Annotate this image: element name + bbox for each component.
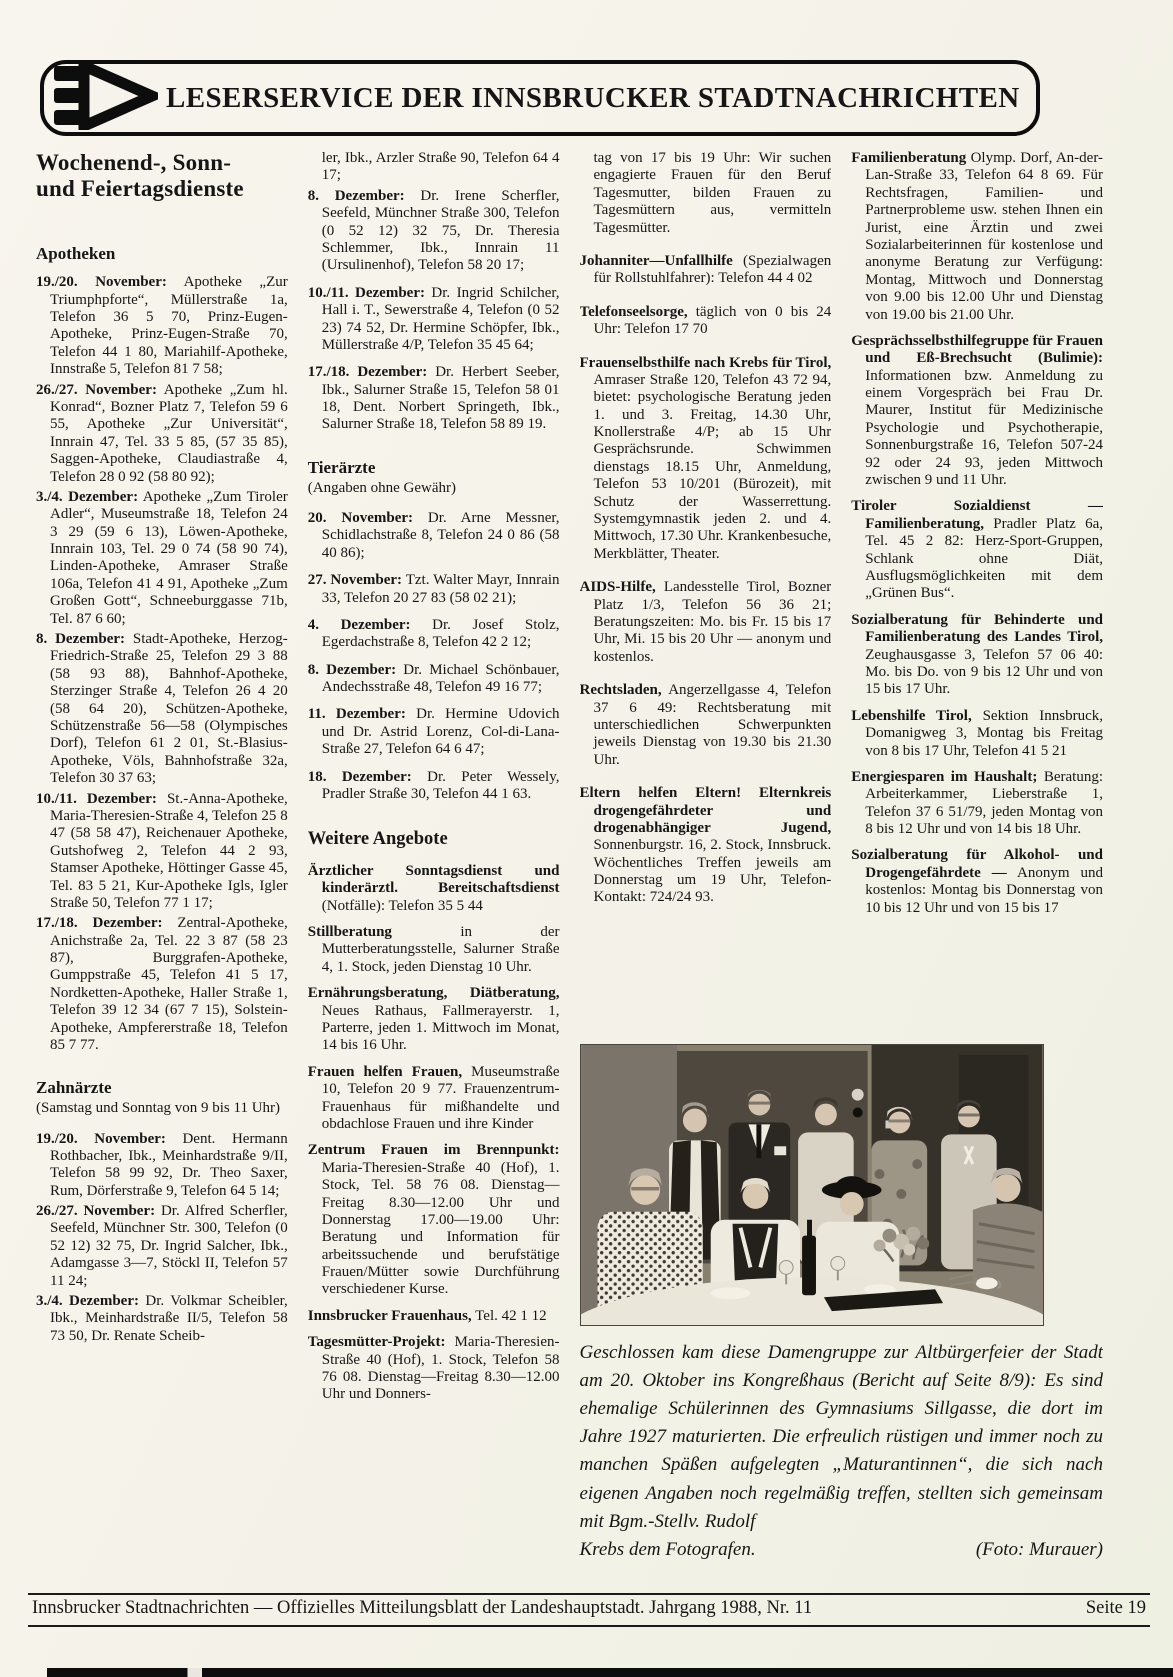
offer-lead: Rechtsladen, — [579, 682, 662, 699]
column-1 — [36, 150, 288, 1572]
entry-date: 8. Dezember: — [307, 661, 397, 678]
offer-text: Tel. 42 1 12 — [475, 1307, 547, 1324]
stadtnachrichten-logo-icon — [54, 62, 158, 135]
entry-text: Apotheke „Zur Triumphpforte“, Müllerstraße 1a, Telefon 36 5 70, Prinz-Eugen-Apotheke, Prinz-Eugen-Straße 70, Telefon 44 1 80, Mariahilf-Apotheke, Innstraße 5, Telefon 81 7 58; — [50, 274, 288, 378]
offer-text: in der Mutterberatungsstelle, Salurner Straße 4, 1. Stock, jeden Dienstag 10 Uhr. — [321, 924, 560, 975]
offer-lead: Ärztlicher Sonntagsdienst und kinderärztl. Bereitschaftsdienst — [307, 862, 560, 897]
offer-entry — [308, 863, 560, 915]
offer-lead: AIDS-Hilfe, — [579, 579, 656, 596]
offer-entry — [851, 847, 1103, 917]
entry-date: 10./11. Dezember: — [36, 790, 157, 807]
entry-text: Zentral-Apotheke, Anichstraße 2a, Tel. 22 3 87 (58 23 87), Burggrafen-Apotheke, Gumppstraße 45, Telefon 41 5 17, Nordketten-Apotheke, Haller Straße 1, Telefon 39 12 34 (67 7 15), Solstein-Apotheke, Ampfererstraße 18, Telefon 85 7 77. — [50, 915, 288, 1054]
offer-text: Neues Rathaus, Fallmerayerstr. 1, Parterre, jeden 1. Mittwoch im Monat, 14 bis 16 Uhr. — [321, 1002, 560, 1054]
entry-text: Dr. Josef Stolz, Egerdachstraße 8, Telefon 42 2 12; — [321, 616, 560, 651]
offer-lead: Frauen helfen Frauen, — [307, 1063, 463, 1080]
photo-credit: (Foto: Murauer) — [975, 1538, 1103, 1560]
entry-text: Apotheke „Zum Tiroler Adler“, Museumstraße 18, Telefon 24 3 29 (59 6 13), Löwen-Apotheke, Innrain 103, Tel. 29 0 74 (58 90 74), Linden-Apotheke, Amraser Straße 106a, Telefon 41 4 91, Apotheke „Zum Großen Gott“, Schneeburggasse 71b, Tel. 87 6 60; — [50, 488, 288, 627]
service-entry — [308, 617, 560, 652]
offer-lead: Familienberatung — [851, 150, 967, 166]
section-title — [36, 150, 288, 202]
service-entry — [36, 1203, 288, 1290]
offer-text: Museumstraße 10, Telefon 20 9 77. Frauenzentrum-Frauenhaus für mißhandelte und obdachlose Frauen und ihre Kinder — [321, 1063, 560, 1132]
service-entry — [308, 364, 560, 434]
offer-entry — [580, 682, 832, 769]
entry-text: Dr. Michael Schönbauer, Andechsstraße 48, Telefon 49 16 77; — [321, 661, 560, 696]
offer-entry — [308, 1334, 560, 1404]
photo-block — [580, 1044, 1104, 1326]
offer-entry — [580, 785, 832, 907]
service-entry — [308, 285, 560, 355]
offer-entry — [851, 333, 1103, 490]
service-entry — [308, 188, 560, 275]
scan-edge-artifact — [0, 1668, 1173, 1677]
heading-weitere-angebote: Weitere Angebote — [307, 829, 448, 850]
entry-date: 8. Dezember: — [307, 187, 405, 204]
offer-text: Landesstelle Tirol, Bozner Platz 1/3, Telefon 56 36 21; Beratungszeiten: Mo. bis Fr. 15 bis 17 Uhr, Mi. 15 bis 20 Uhr — anonym und kostenlos. — [593, 579, 832, 665]
offer-text: (Notfälle): Telefon 35 5 44 — [321, 897, 483, 914]
offer-entry — [308, 1308, 560, 1325]
entry-text: Dr. Volkmar Scheibler, Ibk., Meinhardstraße II/5, Telefon 58 73 50, Dr. Renate Scheib- — [50, 1293, 288, 1344]
service-entry — [36, 1131, 288, 1201]
entry-date: 19./20. November: — [36, 1130, 166, 1147]
offer-text: Angerzellgasse 4, Telefon 37 6 49: Rechtsberatung mit unterschiedlichen Schwerpunkten jeweils Dienstag von 19.30 bis 21.30 Uhr. — [593, 682, 832, 768]
offer-lead: Zentrum Frauen im Brennpunkt: — [307, 1142, 560, 1159]
service-entry — [308, 769, 560, 804]
entry-continuation: tag von 17 bis 19 Uhr: Wir suchen engagierte Frauen für den Beruf Tagesmutter, bilden Frauen zu Tagesmüttern aus, vermitteln Tagesmütter. — [593, 150, 832, 236]
service-entry — [308, 510, 560, 562]
offer-lead: Innsbrucker Frauenhaus, — [307, 1307, 472, 1324]
entry-date: 17./18. Dezember: — [307, 364, 428, 381]
footer-imprint: Innsbrucker Stadtnachrichten — Offizielles Mitteilungsblatt der Landeshauptstadt. Jahrgang 1988, Nr. 11 — [32, 1598, 813, 1618]
photo-caption-lastline — [580, 1536, 1104, 1564]
offer-lead: Stillberatung — [307, 924, 392, 941]
offer-text: (Spezialwagen für Rollstuhlfahrer): Telefon 44 4 02 — [593, 252, 832, 287]
offer-entry — [580, 355, 832, 564]
entry-text: Dr. Herbert Seeber, Ibk., Salurner Straße 15, Telefon 58 01 18, Dent. Norbert Springeth, Ibk., Salurner Straße 18, Telefon 58 89 19. — [321, 364, 560, 433]
offer-lead: Johanniter—Unfallhilfe — [579, 252, 733, 269]
offer-text: Informationen bzw. Anmeldung zu einem Vorgespräch bei Frau Dr. Maurer, Institut für Medizinische Psychologie und Psychotherapie, Sonnenburgstraße 16, Telefon 507-24 92 oder 24 93, jeden Mittwoch zwischen 9 und 11 Uhr. — [865, 367, 1103, 489]
heading-tieraerzte: Tierärzte — [307, 457, 376, 477]
offer-text: Zeughausgasse 3, Telefon 57 06 40: Mo. bis Do. von 9 bis 12 Uhr und von 15 bis 17 Uhr. — [865, 646, 1103, 698]
section-title-line1: Wochenend-, Sonn- — [36, 150, 232, 175]
service-entry — [308, 572, 560, 607]
heading-note: (Angaben ohne Gewähr) — [307, 479, 457, 496]
left-columns — [36, 150, 560, 1572]
service-entry — [36, 274, 288, 378]
entry-date: 26./27. November: — [36, 1203, 156, 1220]
offer-entry — [308, 1142, 560, 1299]
offer-lead: Energiesparen im Haushalt; — [851, 768, 1038, 785]
service-entry — [36, 1293, 288, 1345]
heading-note: (Samstag und Sonntag von 9 bis 11 Uhr) — [36, 1100, 281, 1117]
section-title-line2: und Feiertagsdienste — [36, 175, 244, 201]
offer-text: Pradler Platz 6a, Tel. 45 2 82: Herz-Sport-Gruppen, Schlank ohne Diät, Ausflugsmöglichkeiten mit dem „Grünen Bus“. — [865, 515, 1103, 602]
offer-text: Maria-Theresien-Straße 40 (Hof), 1. Stock, Telefon 58 76 08. Dienstag—Freitag 8.30—12.00 Uhr und Donners- — [321, 1334, 560, 1403]
offer-lead: Frauenselbsthilfe nach Krebs für Tirol, — [579, 354, 832, 371]
group-photo — [580, 1044, 1044, 1326]
offer-entry — [580, 304, 832, 339]
offer-lead: Tiroler Sozialdienst — Familienberatung, — [851, 498, 1103, 532]
entry-text: Dr. Ingrid Schilcher, Hall i. T., Sewerstraße 4, Telefon (0 52 23) 74 52, Dr. Hermine Schöpfer, Ibk., Müllerstraße 4/P, Telefon 35 45 64; — [321, 284, 560, 353]
service-entry — [36, 915, 288, 1054]
offer-text: Olymp. Dorf, An-der-Lan-Straße 33, Telefon 64 8 69. Für Rechtsfragen, Familien- und Partnerprobleme usw. stehen Ihnen ein Jurist, eine Ärztin und zwei Sozialarbeiterinnen für kostenlose und anonyme Beratung zur Verfügung: Montag, Mittwoch und Donnerstag von 9.00 bis 12.00 Uhr und Dienstag von 19.00 bis 21.00 Uhr. — [865, 150, 1103, 323]
offer-lead: Sozialberatung für Behinderte und Familienberatung des Landes Tirol, — [851, 611, 1103, 646]
offer-lead: Lebenshilfe Tirol, — [851, 707, 972, 724]
entry-date: 26./27. November: — [36, 381, 157, 398]
entry-text: Dr. Irene Scherfler, Seefeld, Münchner Straße 300, Telefon (0 52 12) 32 75, Dr. Theresia Schlemmer, Ibk., Innrain 11 (Ursulinenhof), Telefon 58 20 17; — [321, 187, 560, 274]
photo-caption: Geschlossen kam diese Damengruppe zur Altbürgerfeier der Stadt am 20. Oktober ins Kongreßhaus (Bericht auf Seite 8/9): Es sind ehemalige Schülerinnen des Gymnasiums Sillgasse, die dort im Jahre 1927 maturierten. Die erfreulich rüstigen und immer noch zu manchen Späßen aufgelegten „Maturantinnen“, die sich nach eigenen Angaben noch regelmäßig treffen, stellten sich gemeinsam mit Bgm.-Stellv. Rudolf — [579, 1342, 1103, 1532]
entry-continuation: ler, Ibk., Arzler Straße 90, Telefon 64 4 17; — [321, 150, 560, 184]
entry-date: 3./4. Dezember: — [36, 488, 139, 505]
entry-text: Tzt. Walter Mayr, Innrain 33, Telefon 20 27 83 (58 02 21); — [321, 572, 560, 606]
entry-text: Apotheke „Zum hl. Konrad“, Bozner Platz 7, Telefon 59 6 55, Apotheke „Zur Universität“, Innrain 47, Tel. 33 5 85, (57 35 85), Saggen-Apotheke, Claudiastraße 4, Telefon 28 0 92 (58 80 92); — [50, 381, 288, 485]
entry-date: 18. Dezember: — [307, 768, 412, 785]
offer-text: Anonym und kostenlos: Montag bis Donnerstag von 10 bis 12 Uhr und von 15 bis 17 — [865, 864, 1103, 916]
offer-text: Sonnenburgstr. 16, 2. Stock, Innsbruck. Wöchentliches Treffen jeweils am Donnerstag um 19 Uhr, Telefon-Kontakt: 724/24 93. — [593, 837, 832, 906]
entry-date: 27. November: — [307, 572, 403, 589]
entry-date: 10./11. Dezember: — [307, 284, 425, 301]
entry-text: St.-Anna-Apotheke, Maria-Theresien-Straße 4, Telefon 25 8 47 (58 58 47), Reichenauer Apotheke, Gutshofweg 2, Telefon 44 2 93, Stamser Apotheke, Höttinger Gasse 45, Tel. 83 5 21, Kur-Apotheke Igls, Igler Straße 50, Telefon 77 1 17; — [50, 790, 288, 911]
service-entry — [36, 631, 288, 788]
offer-text: Maria-Theresien-Straße 40 (Hof), 1. Stock, Tel. 58 76 08. Dienstag—Freitag 8.30—12.00 Uhr und Donnerstag 17.00—19.00 Uhr: Beratung und Information für arbeitssuchende und berufstätige Frauen/Mütter sowie Durchführung verschiedener Kurse. — [321, 1159, 560, 1298]
page-footer — [28, 1593, 1150, 1627]
entry-date: 11. Dezember: — [307, 706, 406, 723]
page-body — [36, 150, 1103, 1572]
right-columns — [580, 150, 1104, 1572]
entry-text: Dr. Alfred Scherfler, Seefeld, Münchner Str. 300, Telefon (0 52 12) 32 75, Dr. Ingrid Salcher, Ibk., Adamgasse 3—7, Stöckl II, Telefon 57 11 24; — [50, 1203, 288, 1289]
offer-entry — [308, 924, 560, 976]
service-entry — [36, 791, 288, 913]
entry-date: 20. November: — [307, 509, 414, 526]
entry-date: 17./18. Dezember: — [36, 915, 163, 932]
page-number: Seite 19 — [1085, 1598, 1146, 1618]
heading-zahnaerzte: Zahnärzte — [36, 1078, 112, 1098]
masthead-banner — [40, 60, 1040, 136]
offer-entry — [851, 612, 1103, 699]
service-entry — [36, 382, 288, 486]
entry-date: 19./20. November: — [36, 274, 167, 291]
offer-entry — [851, 150, 1103, 324]
service-entry — [36, 489, 288, 628]
offer-entry — [851, 769, 1103, 839]
masthead-title: LESERSERVICE DER INNSBRUCKER STADTNACHRICHTEN — [166, 81, 1020, 114]
offer-text: Beratung: Arbeiterkammer, Lieberstraße 1, Telefon 37 6 51/79, jeden Montag von 8 bis 12 Uhr und von 14 bis 18 Uhr. — [865, 768, 1103, 838]
offer-entry — [308, 985, 560, 1055]
column-2 — [308, 150, 560, 1572]
entry-text: Dent. Hermann Rothbacher, Ibk., Meinhardstraße 9/II, Telefon 58 99 92, Dr. Theo Saxer, Rum, Dörferstraße 9, Telefon 64 5 14; — [50, 1130, 288, 1199]
offer-lead: Gesprächsselbsthilfegruppe für Frauen und Eß-Brechsucht (Bulimie): — [851, 332, 1103, 367]
entry-date: 3./4. Dezember: — [36, 1293, 139, 1310]
entry-text: Dr. Arne Messner, Schidlachstraße 8, Telefon 24 0 86 (58 40 86); — [321, 509, 560, 561]
offer-entry — [851, 498, 1103, 602]
offer-lead: Eltern helfen Eltern! Elternkreis drogengefährdeter und drogenabhängiger Jugend, — [579, 785, 832, 836]
entry-date: 8. Dezember: — [36, 631, 126, 648]
column-3 — [580, 150, 832, 1038]
heading-apotheken: Apotheken — [36, 243, 116, 263]
entry-text: Dr. Hermine Udovich und Dr. Astrid Lorenz, Col-di-Lana-Straße 27, Telefon 64 6 47; — [321, 706, 560, 758]
offer-lead: Sozialberatung für Alkohol- und Drogengefährdete — — [851, 847, 1103, 881]
entry-text: Dr. Peter Wessely, Pradler Straße 30, Telefon 44 1 63. — [321, 768, 560, 803]
entry-date: 4. Dezember: — [307, 616, 411, 633]
entry-text: Stadt-Apotheke, Herzog-Friedrich-Straße 25, Telefon 29 3 88 (58 93 88), Bahnhof-Apotheke, Sterzinger Straße 4, Telefon 26 4 20 (58 64 20), Schützen-Apotheke, Schützenstraße 56—58 (Olympisches Dorf), Telefon 61 2 01, St.-Blasius-Apotheke, Völs, Bahnhofstraße 32a, Telefon 30 37 63; — [50, 631, 288, 787]
offer-lead: Ernährungsberatung, Diätberatung, — [307, 985, 560, 1002]
offer-entry — [580, 579, 832, 666]
offer-lead: Tagesmütter-Projekt: — [307, 1334, 446, 1351]
service-entry — [308, 662, 560, 697]
offer-lead: Telefonseelsorge, — [579, 303, 688, 320]
offer-entry — [580, 253, 832, 288]
offer-entry — [851, 708, 1103, 760]
column-4 — [851, 150, 1103, 1038]
offer-text: Amraser Straße 120, Telefon 43 72 94, bietet: psychologische Beratung jeden 1. und 3. Freitag, 14.30 Uhr, Knollerstraße 4/P; ab 15 Uhr Gesprächsrunde. Schwimmen dienstags 18.15 Uhr, Anmeldung, Telefon 53 10/201 (Bürozeit), mit Schutz der Wasserrettung. Systemgymnastik jeden 2. und 4. Mittwoch, 17.30 Uhr. Krankenbesuche, Merkblätter, Theater. — [593, 371, 832, 562]
offer-entry — [308, 1064, 560, 1134]
offer-text: täglich von 0 bis 24 Uhr: Telefon 17 70 — [593, 303, 832, 338]
offer-text: Sektion Innsbruck, Domanigweg 3, Montag bis Freitag von 8 bis 17 Uhr, Telefon 41 5 21 — [865, 707, 1103, 759]
photo-caption-end: Krebs dem Fotografen. — [579, 1538, 756, 1560]
service-entry — [308, 706, 560, 758]
